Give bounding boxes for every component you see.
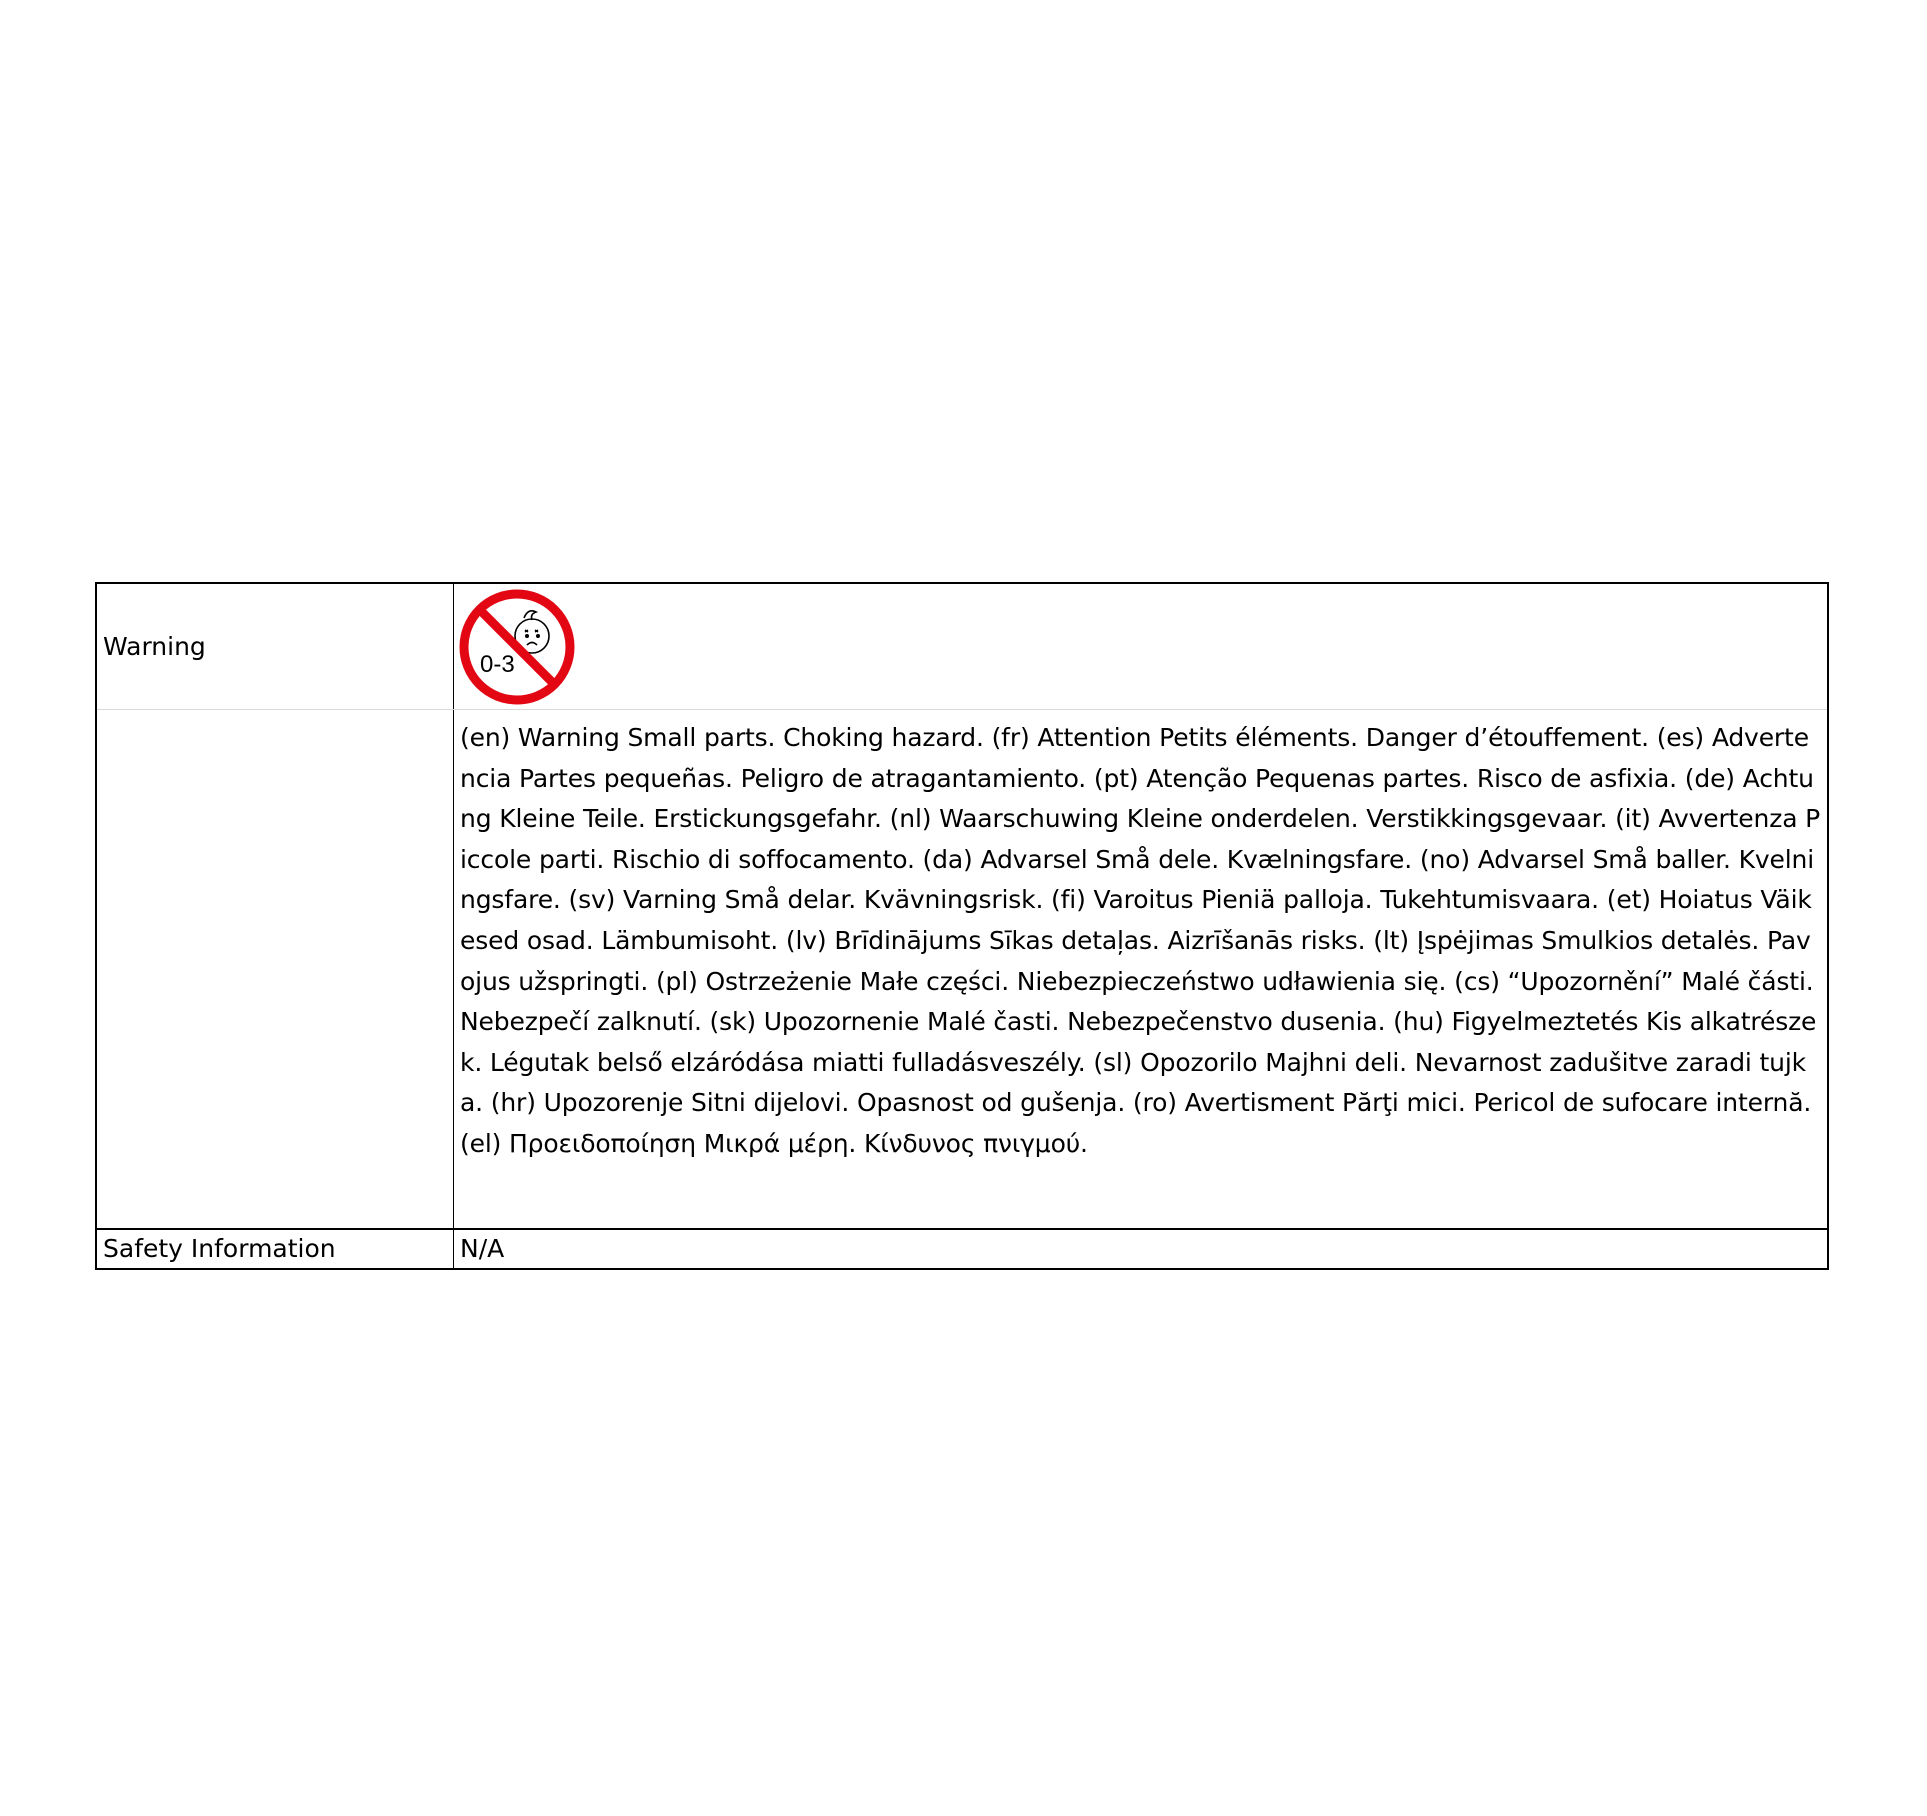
safety-information-label: Safety Information (97, 1230, 454, 1268)
warning-pictogram-cell (454, 584, 1827, 709)
warning-text-label-empty (97, 710, 454, 1228)
safety-information-row (97, 1230, 1827, 1268)
warning-row (97, 584, 1827, 710)
age-range-text: 0-3 (480, 651, 515, 678)
warning-text-row (97, 710, 1827, 1230)
safety-information-value: N/A (460, 1234, 505, 1263)
warning-label: Warning (97, 584, 454, 709)
no-small-children-icon (458, 588, 576, 706)
product-safety-table (95, 582, 1829, 1270)
warning-multilingual-text: (en) Warning Small parts. Choking hazard. (fr) Attention Petits éléments. Danger d’étouffement. (es) Advertencia Partes pequeñas. Peligro de atragantamiento. (pt) Atenção Pequenas partes. Risco de asfixia. (de) Achtung Kleine Teile. Erstickungsgefahr. (nl) Waarschuwing Kleine onderdelen. Verstikkingsgevaar. (it) Avvertenza Piccole parti. Rischio di soffocamento. (da) Advarsel Små dele. Kvælningsfare. (no) Advarsel Små baller. Kvelningsfare. (sv) Varning Små delar. Kvävningsrisk. (fi) Varoitus Pieniä palloja. Tukehtumisvaara. (et) Hoiatus Väikesed osad. Lämbumisoht. (lv) Brīdinājums Sīkas detaļas. Aizrīšanās risks. (lt) Įspėjimas Smulkios detalės. Pavojus užspringti. (pl) Ostrzeżenie Małe części. Niebezpieczeństwo udławienia się. (cs) “Upozornění” Malé části. Nebezpečí zalknutí. (sk) Upozornenie Malé časti. Nebezpečenstvo dusenia. (hu) Figyelmeztetés Kis alkatrészek. Légutak belső elzáródása miatti fulladásveszély. (sl) Opozorilo Majhni deli. Nevarnost zadušitve zaradi tujka. (hr) Upozorenje Sitni dijelovi. Opasnost od gušenja. (ro) Avertisment Părţi mici. Pericol de sufocare internă. (el) Προειδοποίηση Μικρά μέρη. Κίνδυνος πνιγμού. (460, 723, 1821, 1158)
